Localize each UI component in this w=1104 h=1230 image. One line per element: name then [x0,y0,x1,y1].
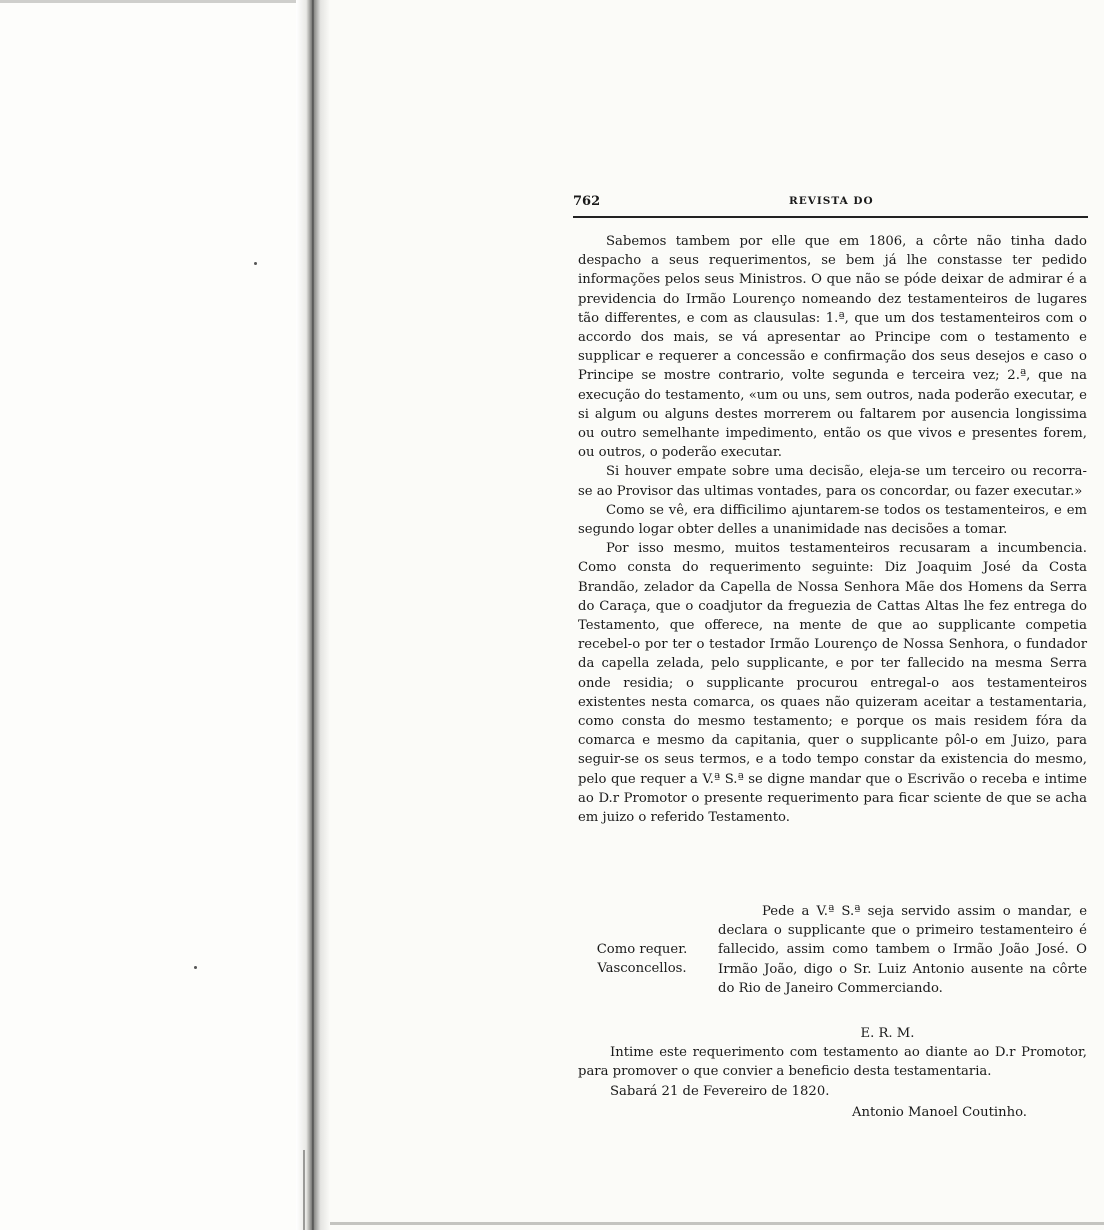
page-edge-top [0,0,300,3]
book-gutter [296,0,330,1230]
date-line: Sabará 21 de Fevereiro de 1820. [610,1084,830,1099]
page-number: 762 [573,194,601,209]
intime-paragraph: Intime este requerimento com testamento ao diante ao D.r Promotor, para promover o que convier a beneficio desta testamentaria. [578,1045,1087,1080]
erm-line: E. R. M. [860,1026,915,1041]
gutter-shadow [303,1150,305,1230]
margin-note-line: Vasconcellos. [597,961,687,977]
paragraph: Sabemos tambem por elle que em 1806, a côrte não tinha dado despacho a seus requerimentos, se bem já lhe constasse ter pedido informações pelos seus Ministros. O que não se póde deixar de admirar é a previdencia do Irmão Lourenço nomeando dez testamenteiros de lugares tão differentes, e com as clausulas: 1.ª, que um dos testamenteiros com o accordo dos mais, se vá apresentar ao Principe com o testamento e supplicar e requerer a concessão e confirmação dos seus desejos e caso o Principe se mostre contrario, volte segunda e terceira vez; 2.ª, que na execução do testamento, «um ou uns, sem outros, nada poderão executar, e si algum ou alguns destes morrerem ou faltarem por ausencia longissima ou outro semelhante impedimento, então os que vivos e presentes forem, ou outros, o poderão executar. [578,234,1087,461]
page-header [573,194,1088,218]
signature: Antonio Manoel Coutinho. [851,1105,1027,1120]
margin-note [578,940,706,978]
paragraph: Si houver empate sobre uma decisão, eleja-se um terceiro ou recorra-se ao Provisor das ultimas vontades, para os concordar, ou fazer executar.» [578,464,1087,499]
ink-speck [194,966,197,969]
ink-speck [254,262,257,265]
petition-block [578,902,1087,1022]
running-title: REVISTA DO [789,195,874,207]
petition-text: Pede a V.ª S.ª seja servido assim o mandar, e declara o supplicante que o primeiro testamenteiro é fallecido, assim como tambem o Irmão João José. O Irmão João, digo o Sr. Luiz Antonio ausente na côrte do Rio de Janeiro Commerciando. [718,904,1087,996]
body-text [578,232,1087,827]
margin-note-line: Como requer. [596,942,688,957]
left-page [0,0,300,1230]
paragraph: Como se vê, era difficilimo ajuntarem-se todos os testamenteiros, e em segundo logar obter delles a unanimidade nas decisões a tomar. [578,502,1087,538]
paragraph: Por isso mesmo, muitos testamenteiros recusaram a incumbencia. Como consta do requerimento seguinte: Diz Joaquim José da Costa Brandão, zelador da Capella de Nossa Senhora Mãe dos Homens da Serra do Caraça, que o coadjutor da freguezia de Cattas Altas lhe fez entrega do Testamento, que offerece, na mente de que ao supplicante competia recebel-o por ter o testador Irmão Lourenço de Nossa Senhora, o fundador da capella zelada, pelo supplicante, e por ter fallecido na mesma Serra onde residia; o supplicante procurou entregal-o aos testamenteiros existentes nesta comarca, os quaes não quizeram aceitar a testamentaria, como consta do mesmo testamento; e porque os mais residem fóra da comarca e mesmo da capitania, quer o supplicante pôl-o em Juizo, para seguir-se os seus termos, e a todo tempo constar da existencia do mesmo, pelo que requer a V.ª S.ª se digne mandar que o Escrivão o receba e intime ao D.r Promotor o presente requerimento para ficar sciente de que se acha em juizo o referido Testamento. [578,541,1087,826]
page-edge-bottom [330,1222,1104,1225]
